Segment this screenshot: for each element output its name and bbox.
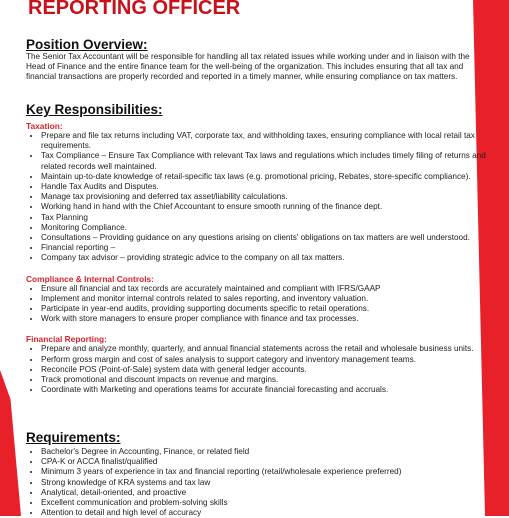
taxation-subheading: Taxation: — [26, 121, 63, 131]
list-item: • Company tax advisor – providing strategic advice to the company on all tax matters. — [41, 253, 488, 263]
list-item: • Strong knowledge of KRA systems and tax law — [41, 478, 488, 488]
list-item: • CPA-K or ACCA finalist/qualified — [41, 457, 488, 467]
list-item: • Bachelor's Degree in Accounting, Finance, or related field — [41, 447, 488, 457]
list-item: • Implement and monitor internal controls related to sales reporting, and inventory valuation. — [41, 294, 488, 304]
list-item: • Monitoring Compliance. — [41, 223, 488, 233]
list-item: • Ensure all financial and tax records are accurately maintained and compliant with IFRS/GAAP — [41, 284, 488, 294]
list-item: • Working hand in hand with the Chief Accountant to ensure smooth running of the finance dept. — [41, 202, 488, 212]
list-item: • Manage tax provisioning and deferred tax asset/liability calculations. — [41, 192, 488, 202]
requirements-section — [26, 430, 488, 518]
list-item: • Excellent communication and problem-solving skills — [41, 498, 488, 508]
list-item: • Coordinate with Marketing and operations teams for accurate financial forecasting and accruals. — [41, 385, 488, 395]
list-item: • Handle Tax Audits and Disputes. — [41, 182, 488, 192]
financial-reporting-subheading: Financial Reporting: — [26, 334, 107, 345]
list-item: • Consultations – Providing guidance on any questions arising on clients' obligations on tax matters are well understood. — [41, 233, 488, 243]
list-item: • Analytical, detail-oriented, and proactive — [41, 488, 488, 498]
list-item: • Minimum 3 years of experience in tax and financial reporting (retail/wholesale experience preferred) — [41, 467, 488, 477]
position-overview-section — [26, 37, 488, 83]
list-item: • Track promotional and discount impacts on revenue and margins. — [41, 375, 488, 385]
position-overview-heading: Position Overview: — [26, 37, 148, 52]
requirements-heading: Requirements: — [26, 430, 121, 445]
list-item: • Prepare and analyze monthly, quarterly, and annual financial statements across the retail and wholesale business units. — [41, 344, 488, 354]
list-item: • Work with store managers to ensure proper compliance with finance and tax processes. — [41, 314, 488, 324]
list-item: • Participate in year-end audits, providing supporting documents specific to retail operations. — [41, 304, 488, 314]
compliance-subheading: Compliance & Internal Controls: — [26, 273, 154, 284]
key-responsibilities-section — [26, 102, 488, 395]
list-item: • Reconcile POS (Point-of-Sale) system data with general ledger accounts. — [41, 365, 488, 375]
list-item: • Prepare and file tax returns including VAT, corporate tax, and withholding taxes, ensuring compliance with local retail tax requirements. — [41, 131, 488, 151]
list-item: • Maintain up-to-date knowledge of retail-specific tax laws (e.g. promotional pricing, Rebates, store-specific compliance). — [41, 172, 488, 182]
key-responsibilities-heading: Key Responsibilities: — [26, 102, 163, 117]
list-item: • Perform gross margin and cost of sales analysis to support category and inventory management teams. — [41, 355, 488, 365]
financial-reporting-list — [26, 344, 488, 395]
list-item: • Tax Compliance – Ensure Tax Compliance with relevant Tax laws and regulations which includes timely filing of returns and related records well maintained. — [41, 151, 488, 171]
taxation-list — [26, 131, 488, 264]
list-item: • Financial reporting – — [41, 243, 488, 253]
page-title: REPORTING OFFICER — [28, 0, 241, 19]
list-item: • Tax Planning — [41, 213, 488, 223]
position-overview-text: The Senior Tax Accountant will be responsible for handling all tax related issues while working under and in liaison with the Head of Finance and the entire finance team for the well-being of the organization. This includes ensuring that all tax and financial transactions are properly recorded and reported in a timely manner, while ensuring compliance on tax matters. — [26, 52, 470, 82]
compliance-list — [26, 284, 488, 325]
requirements-list — [26, 447, 488, 518]
list-item: • Attention to detail and high level of accuracy — [41, 508, 488, 518]
